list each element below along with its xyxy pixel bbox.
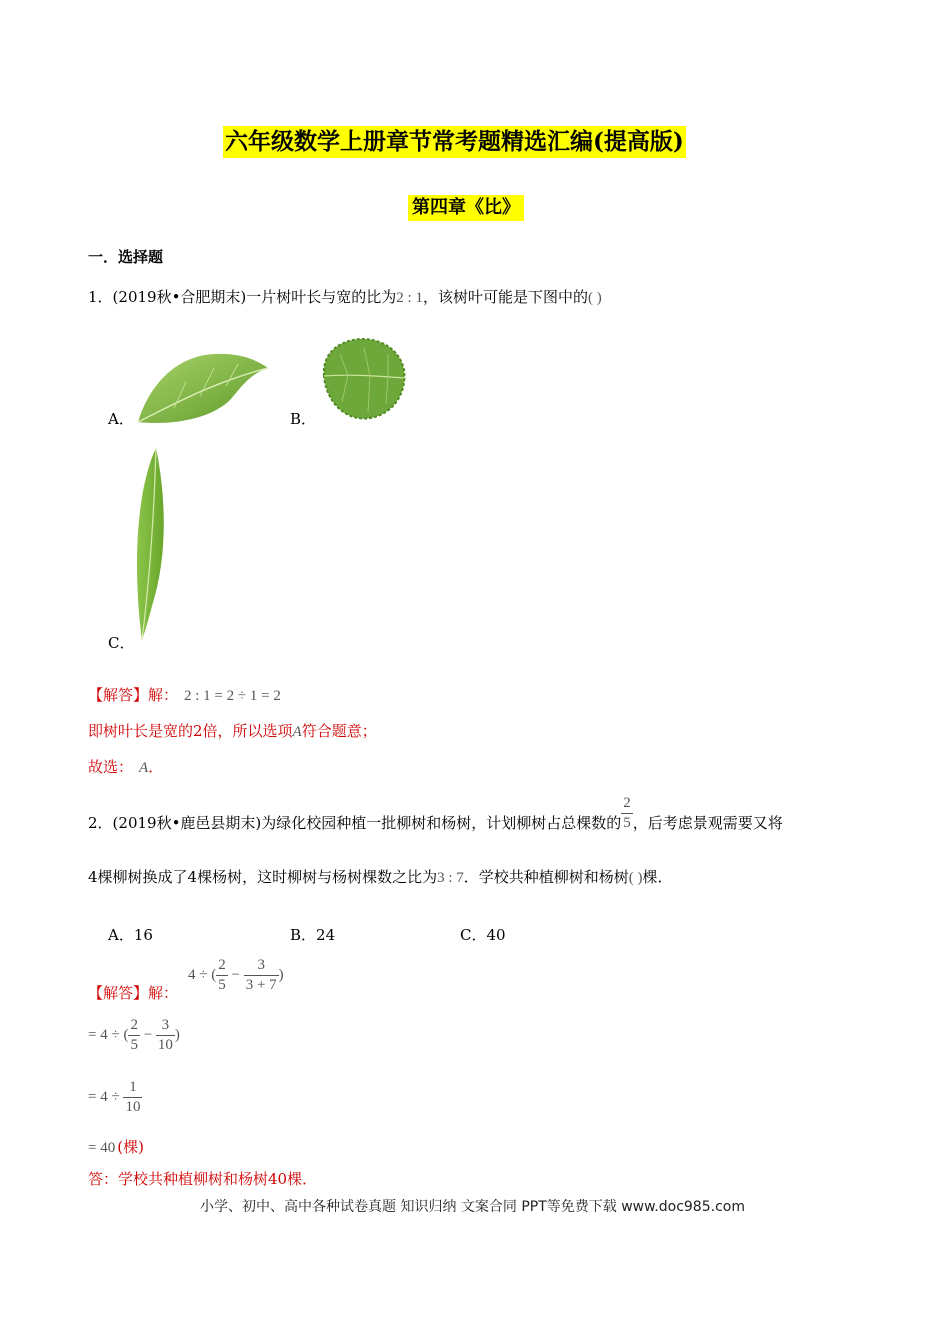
- answer-tag: 【解答】解：: [88, 686, 179, 704]
- answer-2-step-4: = 40 (棵): [88, 1138, 144, 1156]
- fraction-two-fifths: $\frac{2}{5}$: [623, 794, 631, 831]
- answer-1-line-3: 故选： A．: [88, 758, 164, 776]
- question-2-stem-line-2: 4棵柳树换成了4棵杨树，这时柳树与杨树棵数之比为3 : 7．学校共种植柳树和杨树( )棵．: [88, 868, 673, 886]
- answer-1-line-2: 即树叶长是宽的2倍，所以选项A符合题意；: [88, 722, 377, 740]
- option-c: C．40: [460, 926, 506, 944]
- answer-2-step-2: = 4 ÷ ( $\frac{2}{5}$ − $\frac{3}{10}$ ): [88, 1017, 180, 1053]
- option-b: B．24: [290, 926, 336, 944]
- question-2-stem: 2．(2019秋•鹿邑县期末)为绿化校园种植一批柳树和杨树，计划柳树占总棵数的 $\frac{2}{5}$ ，后考虑景观需要又将: [88, 794, 783, 832]
- answer-2-conclusion: 答：学校共种植柳树和杨树40棵．: [88, 1170, 318, 1188]
- answer-tag: 【解答】解：: [88, 984, 179, 1002]
- section-heading: 一．选择题: [88, 248, 164, 266]
- answer-2-step-1: 4 ÷ ( $\frac{2}{5}$ − $\frac{3}{3 + 7}$ ): [188, 957, 284, 993]
- answer-1-line-1: [88, 684, 281, 707]
- answer-blank: ( ): [587, 290, 602, 306]
- ratio-expression: 2 : 1: [396, 290, 423, 306]
- leaf-b-image: [318, 336, 408, 422]
- leaf-a-image: [134, 348, 270, 426]
- document-title: 六年级数学上册章节常考题精选汇编(提高版): [223, 126, 686, 158]
- option-a-label: A．: [108, 410, 134, 428]
- option-a: A．16: [108, 926, 153, 944]
- question-1-stem: 1．(2019秋•合肥期末)一片树叶长与宽的比为2 : 1，该树叶可能是下图中的( ): [88, 288, 602, 306]
- answer-blank: ( ): [628, 870, 643, 886]
- answer-1-math: 2 : 1 = 2 ÷ 1 = 2: [184, 688, 281, 704]
- option-b-label: B．: [290, 410, 317, 428]
- footer-text: 小学、初中、高中各种试卷真题 知识归纳 文案合同 PPT等免费下载 www.doc985.com: [200, 1199, 745, 1215]
- ratio-expression: 3 : 7: [437, 870, 464, 886]
- option-c-label: C．: [108, 634, 135, 652]
- answer-2-step-3: = 4 ÷ $\frac{1}{10}$: [88, 1079, 141, 1115]
- leaf-c-image: [132, 446, 172, 642]
- chapter-title: 第四章《比》: [408, 195, 524, 221]
